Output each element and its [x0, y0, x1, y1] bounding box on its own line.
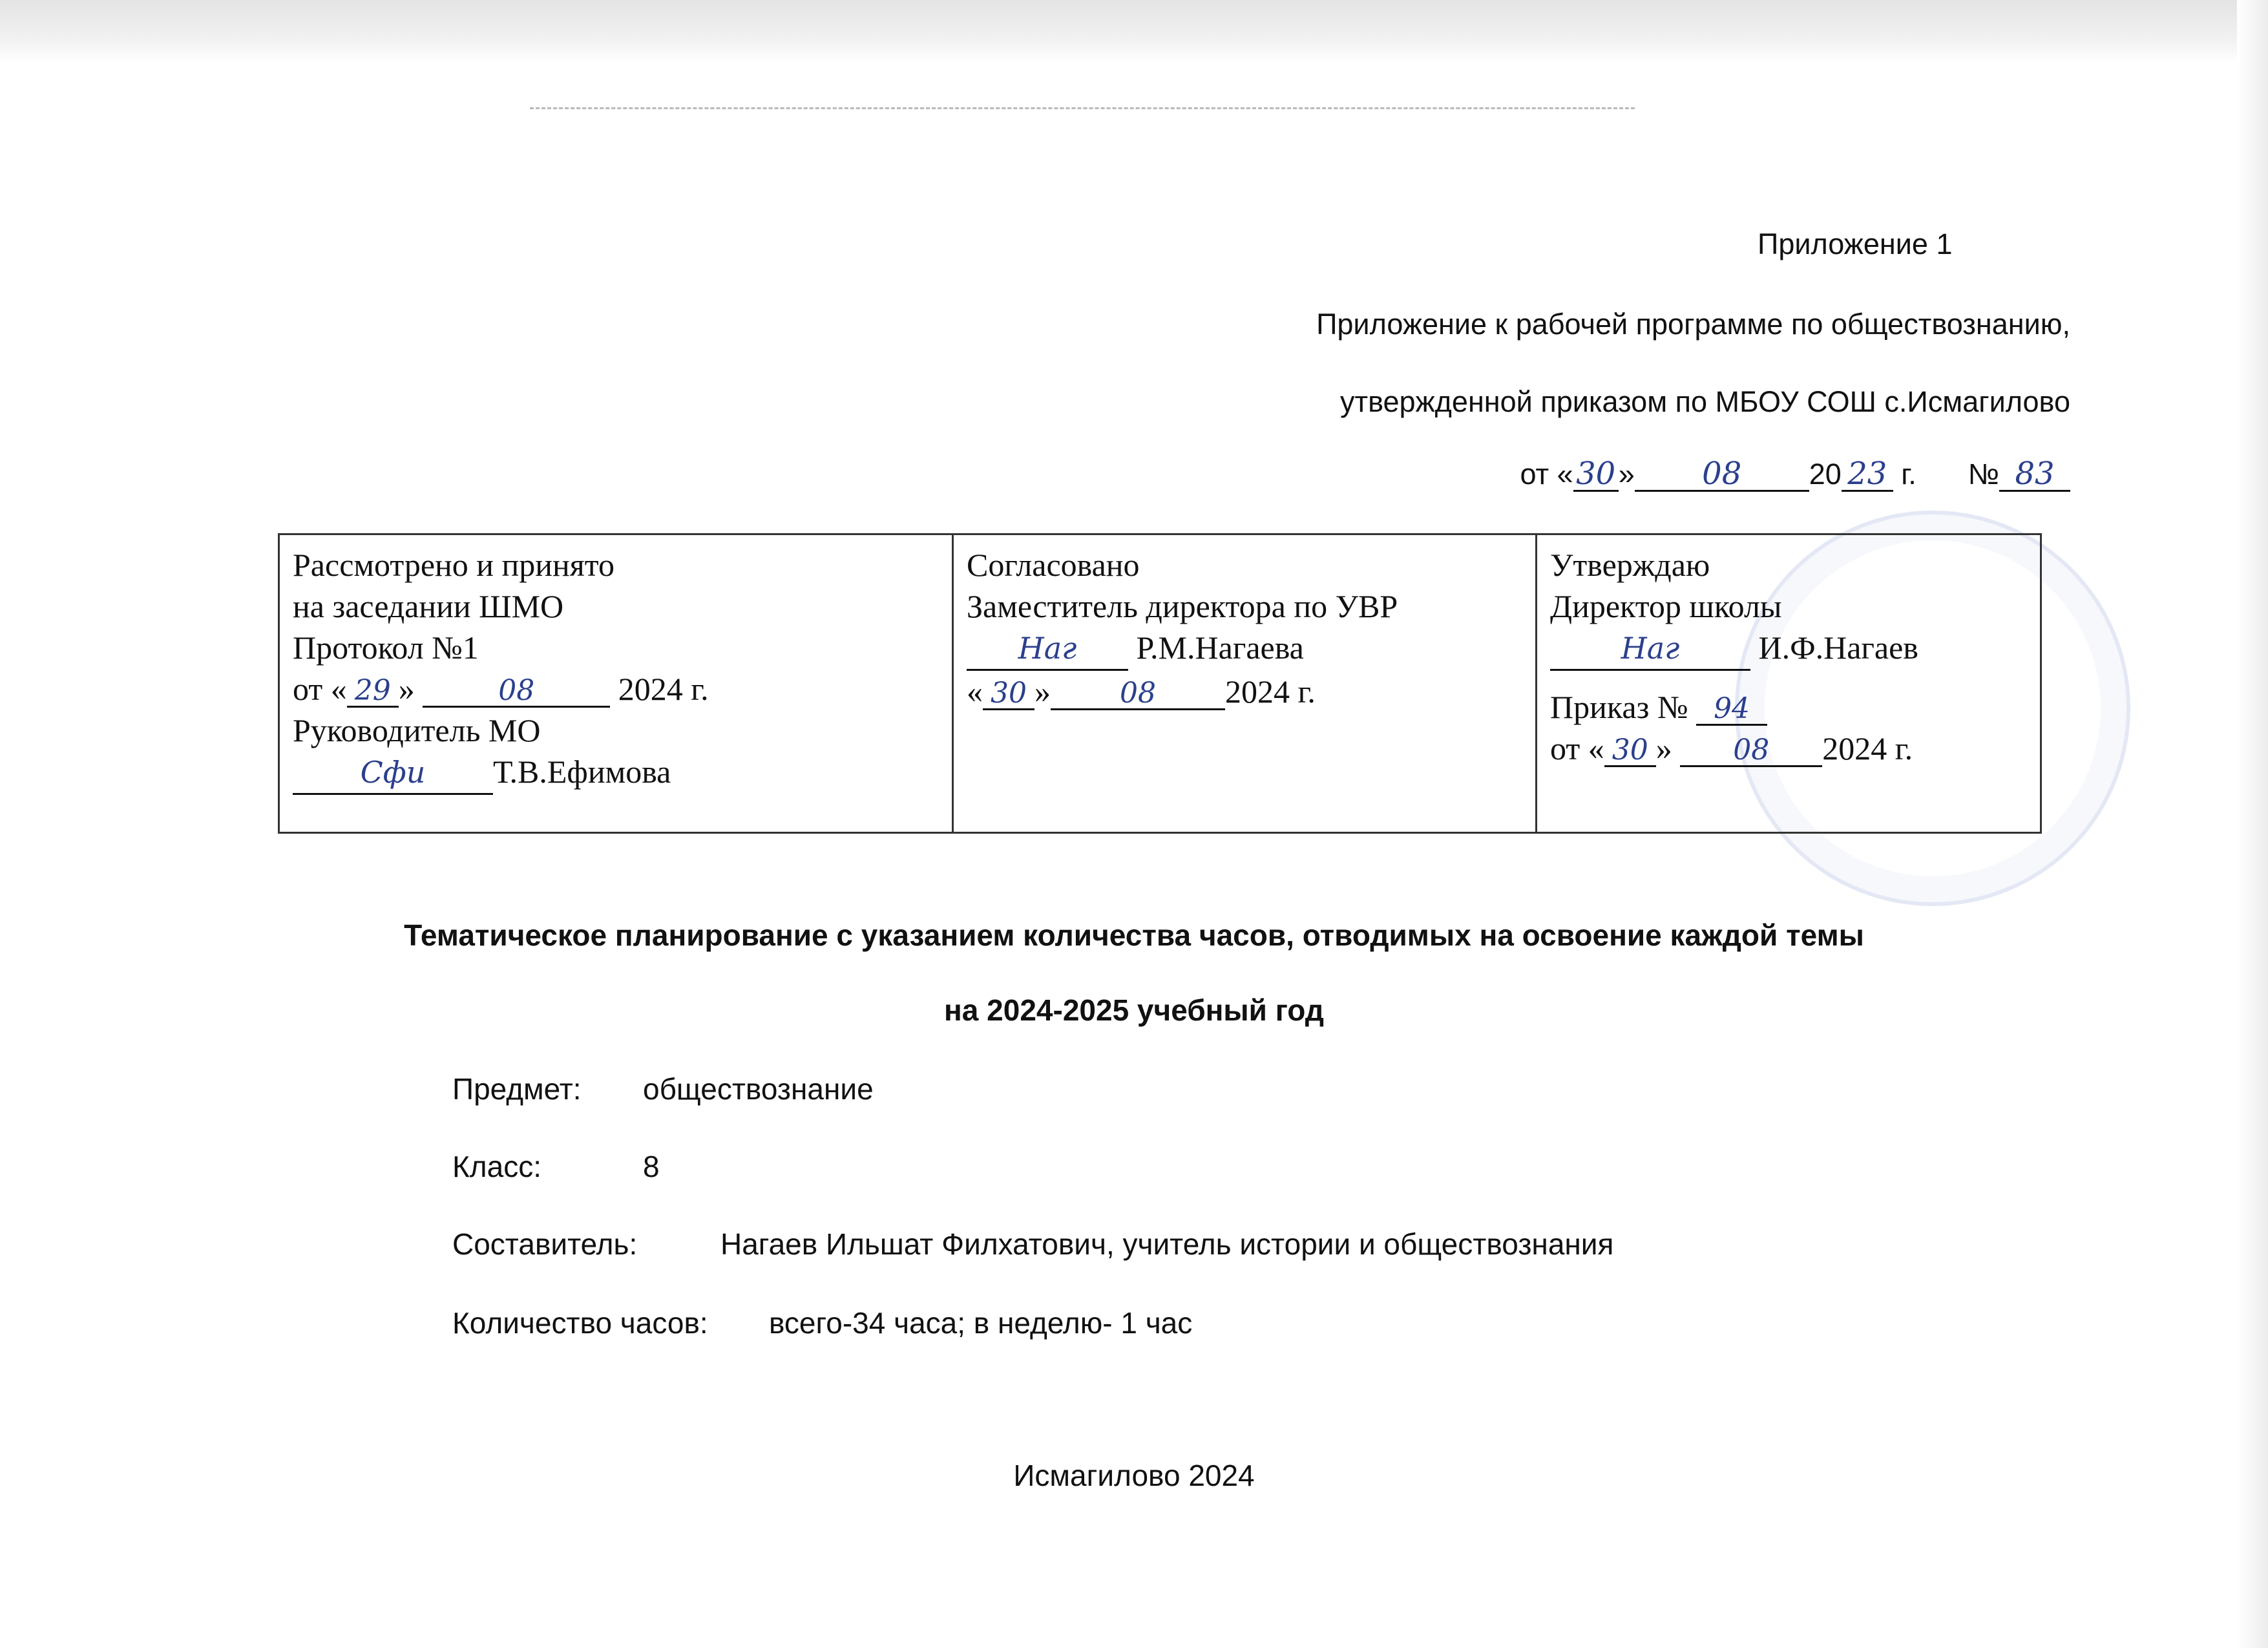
order-number-label: №: [1968, 458, 1999, 491]
approval-col-reviewed: [279, 534, 953, 833]
reviewed-date: [293, 668, 939, 710]
approval-col-approved: [1537, 534, 2041, 833]
reviewed-date-close: »: [398, 671, 423, 707]
author-row: [452, 1227, 1613, 1262]
agreed-date-prefix: «: [967, 673, 983, 710]
appendix-line-1: Приложение к рабочей программе по обществознанию,: [1316, 308, 2070, 341]
reviewed-signature: Сфи: [360, 755, 426, 790]
document-title: Тематическое планирование с указанием количества часов, отводимых на освоение каждой темы: [404, 918, 1864, 952]
order-month: 08: [1635, 458, 1809, 492]
scan-shadow-edge: [2237, 0, 2268, 1648]
class-row: [452, 1149, 660, 1184]
order-date-line: [1520, 458, 2071, 492]
approved-day: 30: [1604, 735, 1656, 767]
order-date-close: »: [1618, 458, 1635, 491]
agreed-year: 2024 г.: [1225, 673, 1316, 710]
approval-col-agreed: [953, 534, 1537, 833]
hours-value: всего-34 часа; в неделю- 1 час: [769, 1306, 1193, 1340]
approved-order-number: 94: [1696, 694, 1767, 726]
order-year-prefix: 20: [1809, 458, 1842, 491]
agreed-signature-line: [967, 627, 1522, 671]
approved-heading: Утверждаю: [1550, 547, 1710, 583]
reviewed-heading: Рассмотрено и принято: [293, 547, 614, 583]
appendix-line-2: утвержденной приказом по МБОУ СОШ с.Исмагилово: [1340, 385, 2070, 418]
scan-artifact-line: [530, 107, 1635, 109]
approved-date-close: »: [1655, 730, 1681, 766]
approved-date: [1550, 728, 2027, 769]
agreed-name: Р.М.Нагаева: [1128, 629, 1304, 666]
approved-order: [1550, 686, 2027, 728]
subject-row: [452, 1072, 874, 1106]
reviewed-head-label: Руководитель МО: [293, 712, 541, 748]
reviewed-name: Т.В.Ефимова: [493, 754, 671, 790]
approved-order-label: Приказ №: [1550, 689, 1697, 725]
agreed-date-close: »: [1034, 673, 1051, 710]
appendix-label: Приложение 1: [1758, 227, 1953, 260]
reviewed-meeting: на заседании ШМО: [293, 588, 564, 624]
document-subtitle: на 2024-2025 учебный год: [944, 993, 1324, 1027]
agreed-day: 30: [983, 679, 1034, 710]
agreed-signature: Наг: [1018, 631, 1077, 666]
reviewed-protocol: Протокол №1: [293, 629, 479, 666]
approved-year: 2024 г.: [1822, 730, 1913, 766]
reviewed-signature-line: [293, 751, 939, 795]
approved-name: И.Ф.Нагаев: [1750, 629, 1918, 666]
approved-signature-line: [1550, 627, 2027, 671]
order-number: 83: [1999, 458, 2070, 492]
agreed-position: Заместитель директора по УВР: [967, 588, 1398, 624]
subject-label: Предмет:: [452, 1072, 582, 1106]
approval-table: [278, 533, 2042, 834]
order-year-unit: г.: [1893, 458, 1916, 491]
class-label: Класс:: [452, 1150, 541, 1183]
class-value: 8: [643, 1150, 660, 1183]
reviewed-month: 08: [423, 676, 610, 708]
hours-row: [452, 1305, 1192, 1340]
scan-shadow-top: [0, 0, 2268, 63]
agreed-date: [967, 671, 1522, 712]
subject-value: обществознание: [643, 1072, 874, 1106]
reviewed-date-prefix: от «: [293, 671, 347, 707]
agreed-month: 08: [1051, 679, 1225, 710]
order-day: 30: [1573, 458, 1619, 492]
order-year-suffix: 23: [1842, 458, 1893, 492]
hours-label: Количество часов:: [452, 1306, 708, 1340]
agreed-heading: Согласовано: [967, 547, 1140, 583]
order-date-prefix: от «: [1520, 458, 1573, 491]
author-label: Составитель:: [452, 1227, 638, 1261]
reviewed-day: 29: [347, 676, 399, 708]
approved-date-prefix: от «: [1550, 730, 1604, 766]
reviewed-year: 2024 г.: [610, 671, 709, 707]
footer-place-year: Исмагилово 2024: [1013, 1459, 1255, 1492]
approved-position: Директор школы: [1550, 588, 1782, 624]
approved-signature: Наг: [1621, 631, 1680, 666]
author-value: Нагаев Ильшат Филхатович, учитель истории и обществознания: [720, 1227, 1614, 1261]
approved-month: 08: [1680, 735, 1822, 767]
